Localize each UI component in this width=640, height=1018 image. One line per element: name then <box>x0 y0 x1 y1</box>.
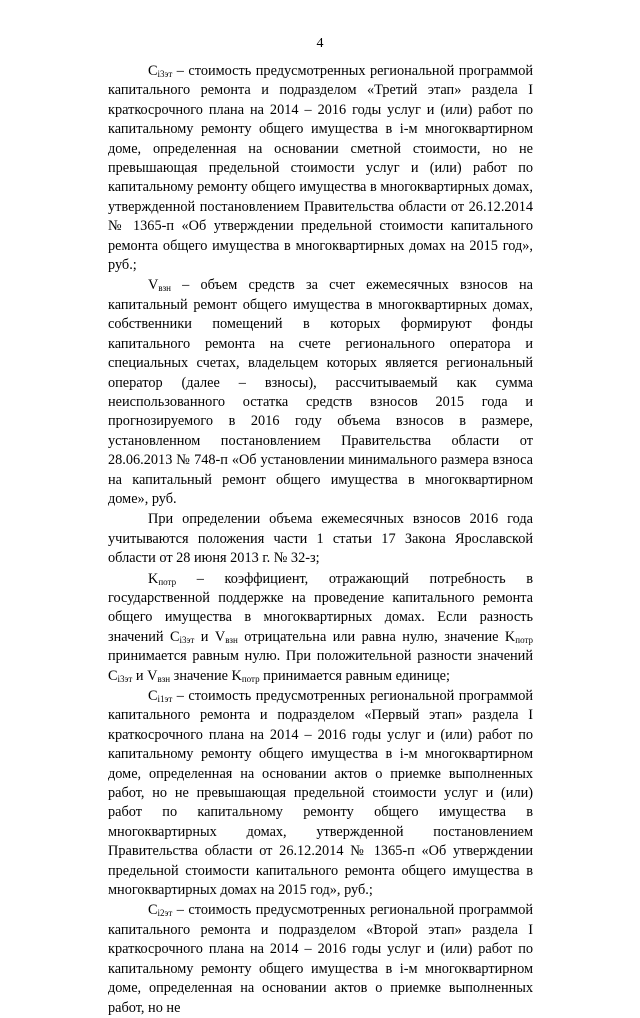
paragraph-text: значение <box>170 667 232 684</box>
paragraph-text: и <box>132 667 148 684</box>
symbol-subscript: взн <box>225 634 238 645</box>
paragraph-text: – стоимость предусмотренных региональной программой капитального ремонта и подразделом «Первый этап» раздела I краткосрочного плана на 2014 – 2016 годы услуг и (или) работ по капитальному ремонту общего имущества в i-м многоквартирном доме, определенная на основании актов о приемке выполненных работ, но не превышающая предельной стоимости услуг и (или) работ по капитальному ремонту общего имущества в многоквартирных домах, утвержденной постановлением Правительства области от 26.12.2014 № 1365-п «Об утверждении предельной стоимости капитального ремонта общего имущества в многоквартирных домах на 2015 год», руб.; <box>108 688 533 899</box>
symbol-subscript: потр <box>158 576 177 587</box>
symbol-subscript: взн <box>158 283 171 294</box>
symbol: V <box>214 628 226 645</box>
paragraph-contributions-note <box>108 510 533 568</box>
symbol: V <box>147 667 158 684</box>
paragraph-text: – коэффициент, отражающий потребность в государственной поддержке на проведение капитального ремонта общего имущества в многоквартирных домах. Если разность значений <box>108 570 533 645</box>
paragraph-text: – стоимость предусмотренных региональной программой капитального ремонта и подразделом «Третий этап» раздела I краткосрочного плана на 2014 – 2016 годы услуг и (или) работ по капитальному ремонту общего имущества в i-м многоквартирном доме, определенная на основании сметной стоимости, но не превышающая предельной стоимости услуг и (или) работ по капитальному ремонту общего имущества в многоквартирных домах, утвержденной постановлением Правительства области от 26.12.2014 № 1365-п «Об утверждении предельной стоимости капитального ремонта общего имущества в многоквартирных домах на 2015 год», руб.; <box>108 63 533 274</box>
paragraph-text: отрицательна или равна нулю, значение <box>237 628 505 645</box>
symbol-subscript: i3эт <box>157 69 173 79</box>
page-number: 4 <box>316 36 324 51</box>
symbol-subscript: i2эт <box>157 908 173 919</box>
symbol: C <box>108 667 118 684</box>
symbol-subscript: i3эт <box>117 673 133 684</box>
symbol: C <box>170 628 180 645</box>
paragraph-text: и <box>194 628 215 645</box>
paragraph-c-i2et <box>108 901 533 1017</box>
paragraph-text: – объем средств за счет ежемесячных взносов на капитальный ремонт общего имущества в многоквартирных домах, собственники помещений в которых формируют фонды капитального ремонта на счете регионального оператора и специальных счетах, владельцем которых является региональный оператор (далее – взносы), рассчитываемый как сумма неиспользованного остатка средств взносов 2015 года и прогнозируемого в 2016 году объема взносов в размере, установленном постановлением Правительства области от 28.06.2013 № 748-п «Об установлении минимального размера взноса на капитальный ремонт общего имущества в многоквартирном доме», руб. <box>108 277 533 507</box>
symbol: C <box>148 63 158 79</box>
paragraph-k-potr <box>108 570 533 686</box>
symbol: K <box>231 667 242 684</box>
symbol: V <box>148 277 159 294</box>
symbol-subscript: i3эт <box>179 634 195 645</box>
symbol: K <box>148 570 159 587</box>
paragraph-c-i3et <box>108 62 533 275</box>
symbol: C <box>148 688 158 704</box>
symbol-subscript: i1эт <box>157 694 173 704</box>
paragraph-text: принимается равным единице; <box>259 667 450 684</box>
symbol: C <box>148 902 158 919</box>
paragraph-text: – стоимость предусмотренных региональной программой капитального ремонта и подразделом «Второй этап» раздела I краткосрочного плана на 2014 – 2016 годы услуг и (или) работ по капитальному ремонту общего имущества в i-м многоквартирном доме, определенная на основании актов о приемке выполненных работ, но не <box>108 902 533 1016</box>
paragraph-v-vzn <box>108 276 533 509</box>
paragraph-c-i1et <box>108 687 533 900</box>
symbol-subscript: взн <box>157 673 171 684</box>
paragraph-text: принимается равным нулю. При положительной разности значений <box>108 648 533 665</box>
paragraph-text: При определении объема ежемесячных взносов 2016 года учитываются положения части 1 статьи 17 Закона Ярославской области от 28 июня 2013 г. № 32-з; <box>108 511 533 567</box>
symbol: K <box>504 628 516 645</box>
document-body <box>108 62 533 1018</box>
symbol-subscript: потр <box>515 634 533 645</box>
symbol-subscript: потр <box>241 673 260 684</box>
